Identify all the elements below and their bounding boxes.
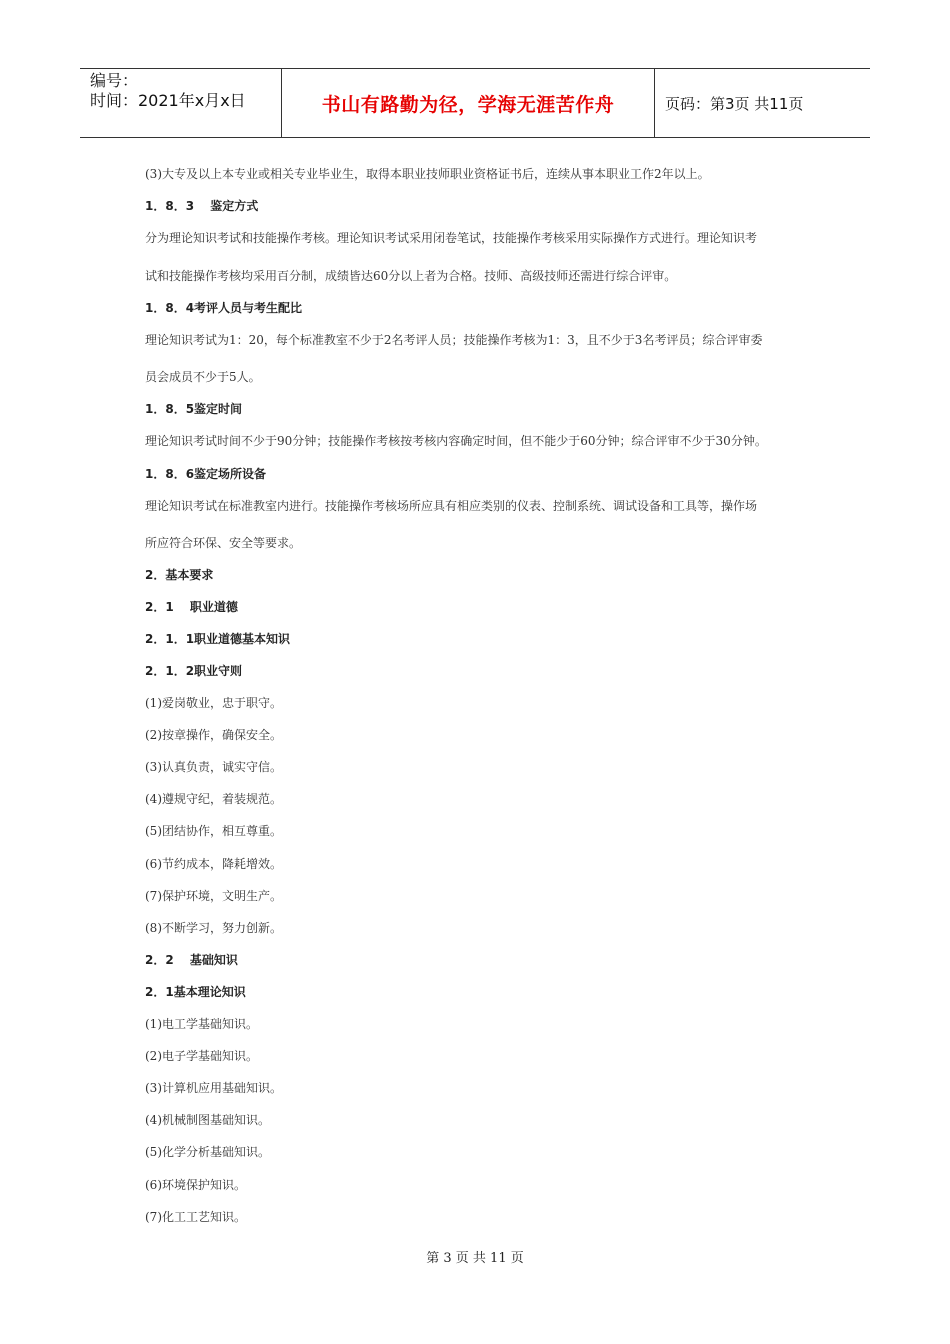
body-text-line: 理论知识考试时间不少于90分钟；技能操作考核按考核内容确定时间，但不能少于60分钟；综合评审不少于30分钟。 bbox=[145, 434, 767, 448]
document-date-label: 时间：2021年x月x日 bbox=[90, 91, 246, 110]
header-motto: 书山有路勤为径，学海无涯苦作舟 bbox=[282, 69, 655, 137]
body-text-line: (2)按章操作，确保安全。 bbox=[145, 728, 282, 742]
section-heading: 1．8．3 鉴定方式 bbox=[145, 199, 259, 213]
page-footer: 第 3 页 共 11 页 bbox=[426, 1251, 524, 1266]
body-text-line: 理论知识考试在标准教室内进行。技能操作考核场所应具有相应类别的仪表、控制系统、调试设备和工具等，操作场 bbox=[145, 499, 758, 513]
section-heading: 1．8．6鉴定场所设备 bbox=[145, 467, 267, 481]
body-text-line: (5)团结协作，相互尊重。 bbox=[145, 824, 282, 838]
body-text-line: (6)环境保护知识。 bbox=[145, 1178, 246, 1192]
body-text-line: (1)电工学基础知识。 bbox=[145, 1017, 258, 1031]
section-heading: 2．1．2职业守则 bbox=[145, 664, 243, 678]
section-heading: 2．1 职业道德 bbox=[145, 600, 238, 614]
section-heading: 2．2 基础知识 bbox=[145, 953, 238, 967]
page-header bbox=[80, 68, 870, 138]
body-text-line: 理论知识考试为1：20，每个标准教室不少于2名考评人员；技能操作考核为1：3，且不少于3名考评员；综合评审委 bbox=[145, 333, 763, 347]
body-text-line: (1)爱岗敬业，忠于职守。 bbox=[145, 696, 282, 710]
body-text-line: 分为理论知识考试和技能操作考核。理论知识考试采用闭卷笔试，技能操作考核采用实际操作方式进行。理论知识考 bbox=[145, 231, 758, 245]
body-text-line: (3)认真负责，诚实守信。 bbox=[145, 760, 282, 774]
body-text-line: (4)遵规守纪，着装规范。 bbox=[145, 792, 282, 806]
section-heading: 1．8．5鉴定时间 bbox=[145, 402, 243, 416]
body-text-line: (6)节约成本，降耗增效。 bbox=[145, 857, 282, 871]
body-text-line: (4)机械制图基础知识。 bbox=[145, 1113, 270, 1127]
header-meta bbox=[80, 69, 282, 137]
body-text-line: 试和技能操作考核均采用百分制，成绩皆达60分以上者为合格。技师、高级技师还需进行综合评审。 bbox=[145, 269, 677, 283]
body-text-line: (8)不断学习，努力创新。 bbox=[145, 921, 282, 935]
body-text-line: (7)化工工艺知识。 bbox=[145, 1210, 246, 1224]
body-text-line: 员会成员不少于5人。 bbox=[145, 370, 261, 384]
section-heading: 2．基本要求 bbox=[145, 568, 214, 582]
header-page-number: 页码：第3页 共11页 bbox=[665, 94, 804, 113]
body-text-line: (2)电子学基础知识。 bbox=[145, 1049, 258, 1063]
body-text-line: 所应符合环保、安全等要求。 bbox=[145, 536, 302, 550]
body-text-line: (7)保护环境，文明生产。 bbox=[145, 889, 282, 903]
body-text-line: (3)计算机应用基础知识。 bbox=[145, 1081, 282, 1095]
document-number-label: 编号： bbox=[90, 71, 139, 90]
section-heading: 2．1．1职业道德基本知识 bbox=[145, 632, 291, 646]
section-heading: 1．8．4考评人员与考生配比 bbox=[145, 301, 303, 315]
body-text-line: (3)大专及以上本专业或相关专业毕业生，取得本职业技师职业资格证书后，连续从事本职业工作2年以上。 bbox=[145, 167, 710, 181]
body-text-line: (5)化学分析基础知识。 bbox=[145, 1145, 270, 1159]
section-heading: 2．1基本理论知识 bbox=[145, 985, 246, 999]
